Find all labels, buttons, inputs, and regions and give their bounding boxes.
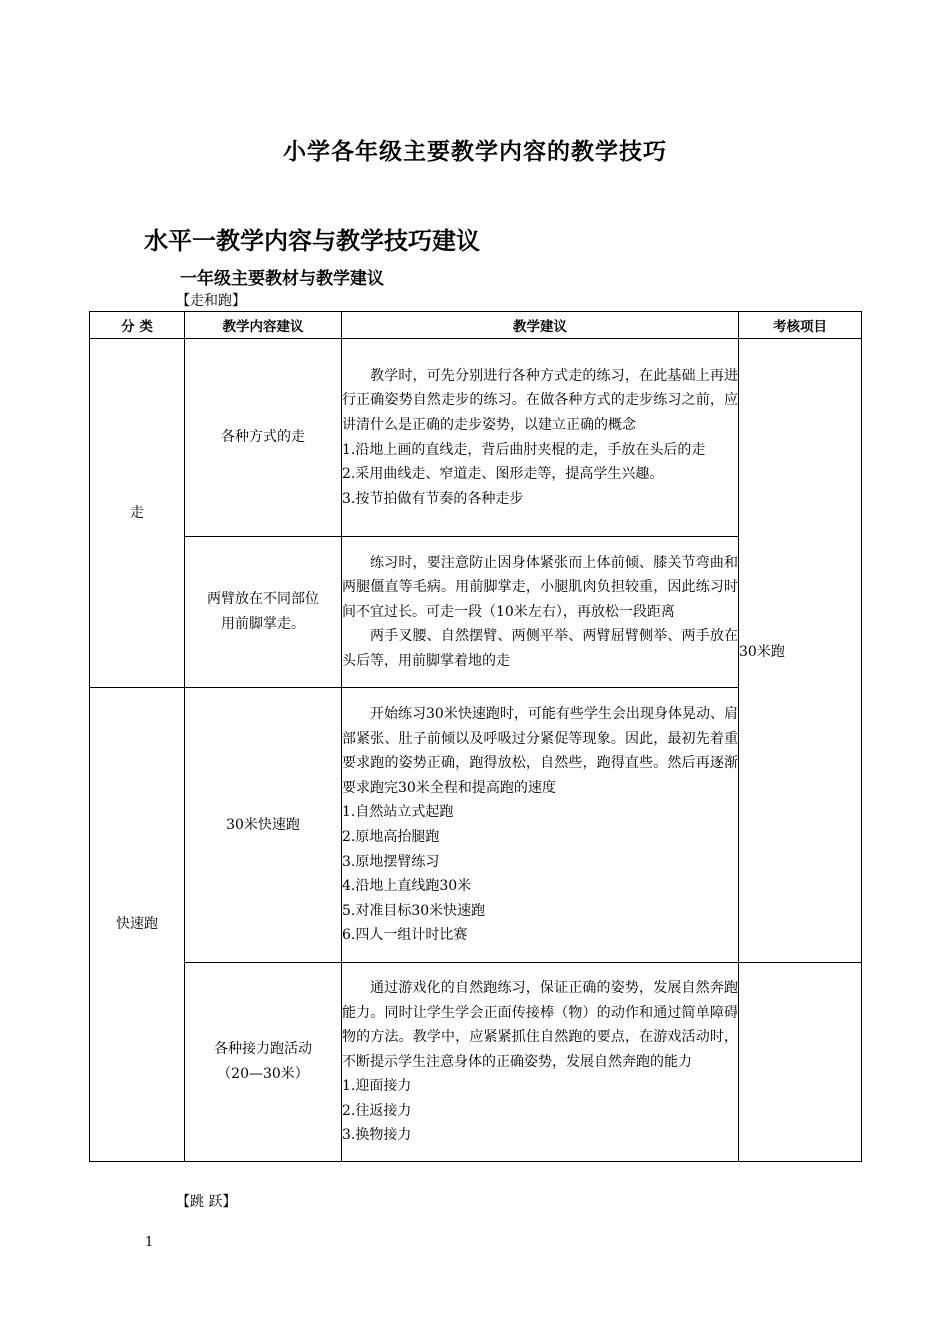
suggestion-item: 2.采用曲线走、窄道走、图形走等，提高学生兴趣。 xyxy=(342,466,664,483)
table-header-row xyxy=(90,312,862,339)
content-cell xyxy=(185,688,342,963)
suggestion-paragraph: 教学时，可先分别进行各种方式走的练习，在此基础上再进行正确姿势自然走步的练习。在做各种方式的走步练习之前，应讲清什么是正确的走步姿势，以建立正确的概念 xyxy=(342,367,738,433)
suggestion-cell xyxy=(342,688,739,963)
suggestion-cell xyxy=(342,339,739,537)
suggestion-item: 1.沿地上画的直线走，背后曲肘夹棍的走，手放在头后的走 xyxy=(342,441,706,458)
suggestion-cell xyxy=(342,963,739,1162)
grade-heading: 一年级主要教材与教学建议 xyxy=(180,269,384,289)
suggestion-item: 2.往返接力 xyxy=(342,1102,412,1119)
exam-cell-empty xyxy=(739,963,862,1162)
content-line: （20—30米） xyxy=(217,1066,309,1082)
content-cell xyxy=(185,339,342,537)
exam-cell: 30米跑 xyxy=(739,339,862,963)
content-line: 各种接力跑活动 xyxy=(214,1041,312,1057)
suggestion-item: 1.自然站立式起跑 xyxy=(342,804,454,821)
header-category: 分 类 xyxy=(90,312,185,339)
suggestion-item: 4.沿地上直线跑30米 xyxy=(342,878,472,895)
table-row xyxy=(90,963,862,1162)
teaching-table xyxy=(89,311,862,1162)
content-line: 用前脚掌走。 xyxy=(221,616,305,632)
suggestion-paragraph: 练习时，要注意防止因身体紧张而上体前倾、膝关节弯曲和两腿僵直等毛病。用前脚掌走，小腿肌肉负担较重，因此练习时间不宜过长。可走一段（10米左右），再放松一段距离 xyxy=(342,554,738,620)
suggestion-item: 2.原地高抬腿跑 xyxy=(342,829,440,845)
suggestion-paragraph: 两手叉腰、自然摆臂、两侧平举、两臂屈臂侧举、两手放在头后等，用前脚掌着地的走 xyxy=(342,628,738,669)
table-row xyxy=(90,339,862,537)
page-number: 1 xyxy=(145,1235,154,1250)
suggestion-item: 1.迎面接力 xyxy=(342,1078,412,1095)
content-line: 两臂放在不同部位 xyxy=(207,591,319,607)
content-line: 各种方式的走 xyxy=(221,429,305,445)
header-exam: 考核项目 xyxy=(739,312,862,339)
suggestion-item: 3.按节拍做有节奏的各种走步 xyxy=(342,490,524,507)
suggestion-cell xyxy=(342,537,739,688)
section-label-walk-run: 【走和跑】 xyxy=(176,293,246,309)
level-heading: 水平一教学内容与教学技巧建议 xyxy=(144,227,480,255)
section-label-jump: 【跳 跃】 xyxy=(176,1194,237,1210)
header-suggestion: 教学建议 xyxy=(342,312,739,339)
suggestion-item: 6.四人一组计时比赛 xyxy=(342,927,468,944)
suggestion-paragraph: 通过游戏化的自然跑练习，保证正确的姿势，发展自然奔跑能力。同时让学生学会正面传接棒（物）的动作和通过简单障碍物的方法。教学中，应紧紧抓住自然跑的要点，在游戏活动时，不断提示学生注意身体的正确姿势，发展自然奔跑的能力 xyxy=(342,979,738,1070)
category-cell: 快速跑 xyxy=(90,688,185,1162)
content-line: 30米快速跑 xyxy=(226,816,300,833)
content-cell xyxy=(185,537,342,688)
content-cell xyxy=(185,963,342,1162)
suggestion-item: 3.原地摆臂练习 xyxy=(342,853,440,870)
suggestion-item: 3.换物接力 xyxy=(342,1127,412,1144)
suggestion-paragraph: 开始练习30米快速跑时，可能有些学生会出现身体晃动、肩部紧张、肚子前倾以及呼吸过分紧促等现象。因此，最初先着重要求跑的姿势正确，跑得放松，自然些，跑得直些。然后再逐渐要求跑完30米全程和提高跑的速度 xyxy=(342,706,738,796)
document-title: 小学各年级主要教学内容的教学技巧 xyxy=(283,139,667,165)
suggestion-item: 5.对准目标30米快速跑 xyxy=(342,902,486,919)
category-cell: 走 xyxy=(90,339,185,688)
header-content: 教学内容建议 xyxy=(185,312,342,339)
